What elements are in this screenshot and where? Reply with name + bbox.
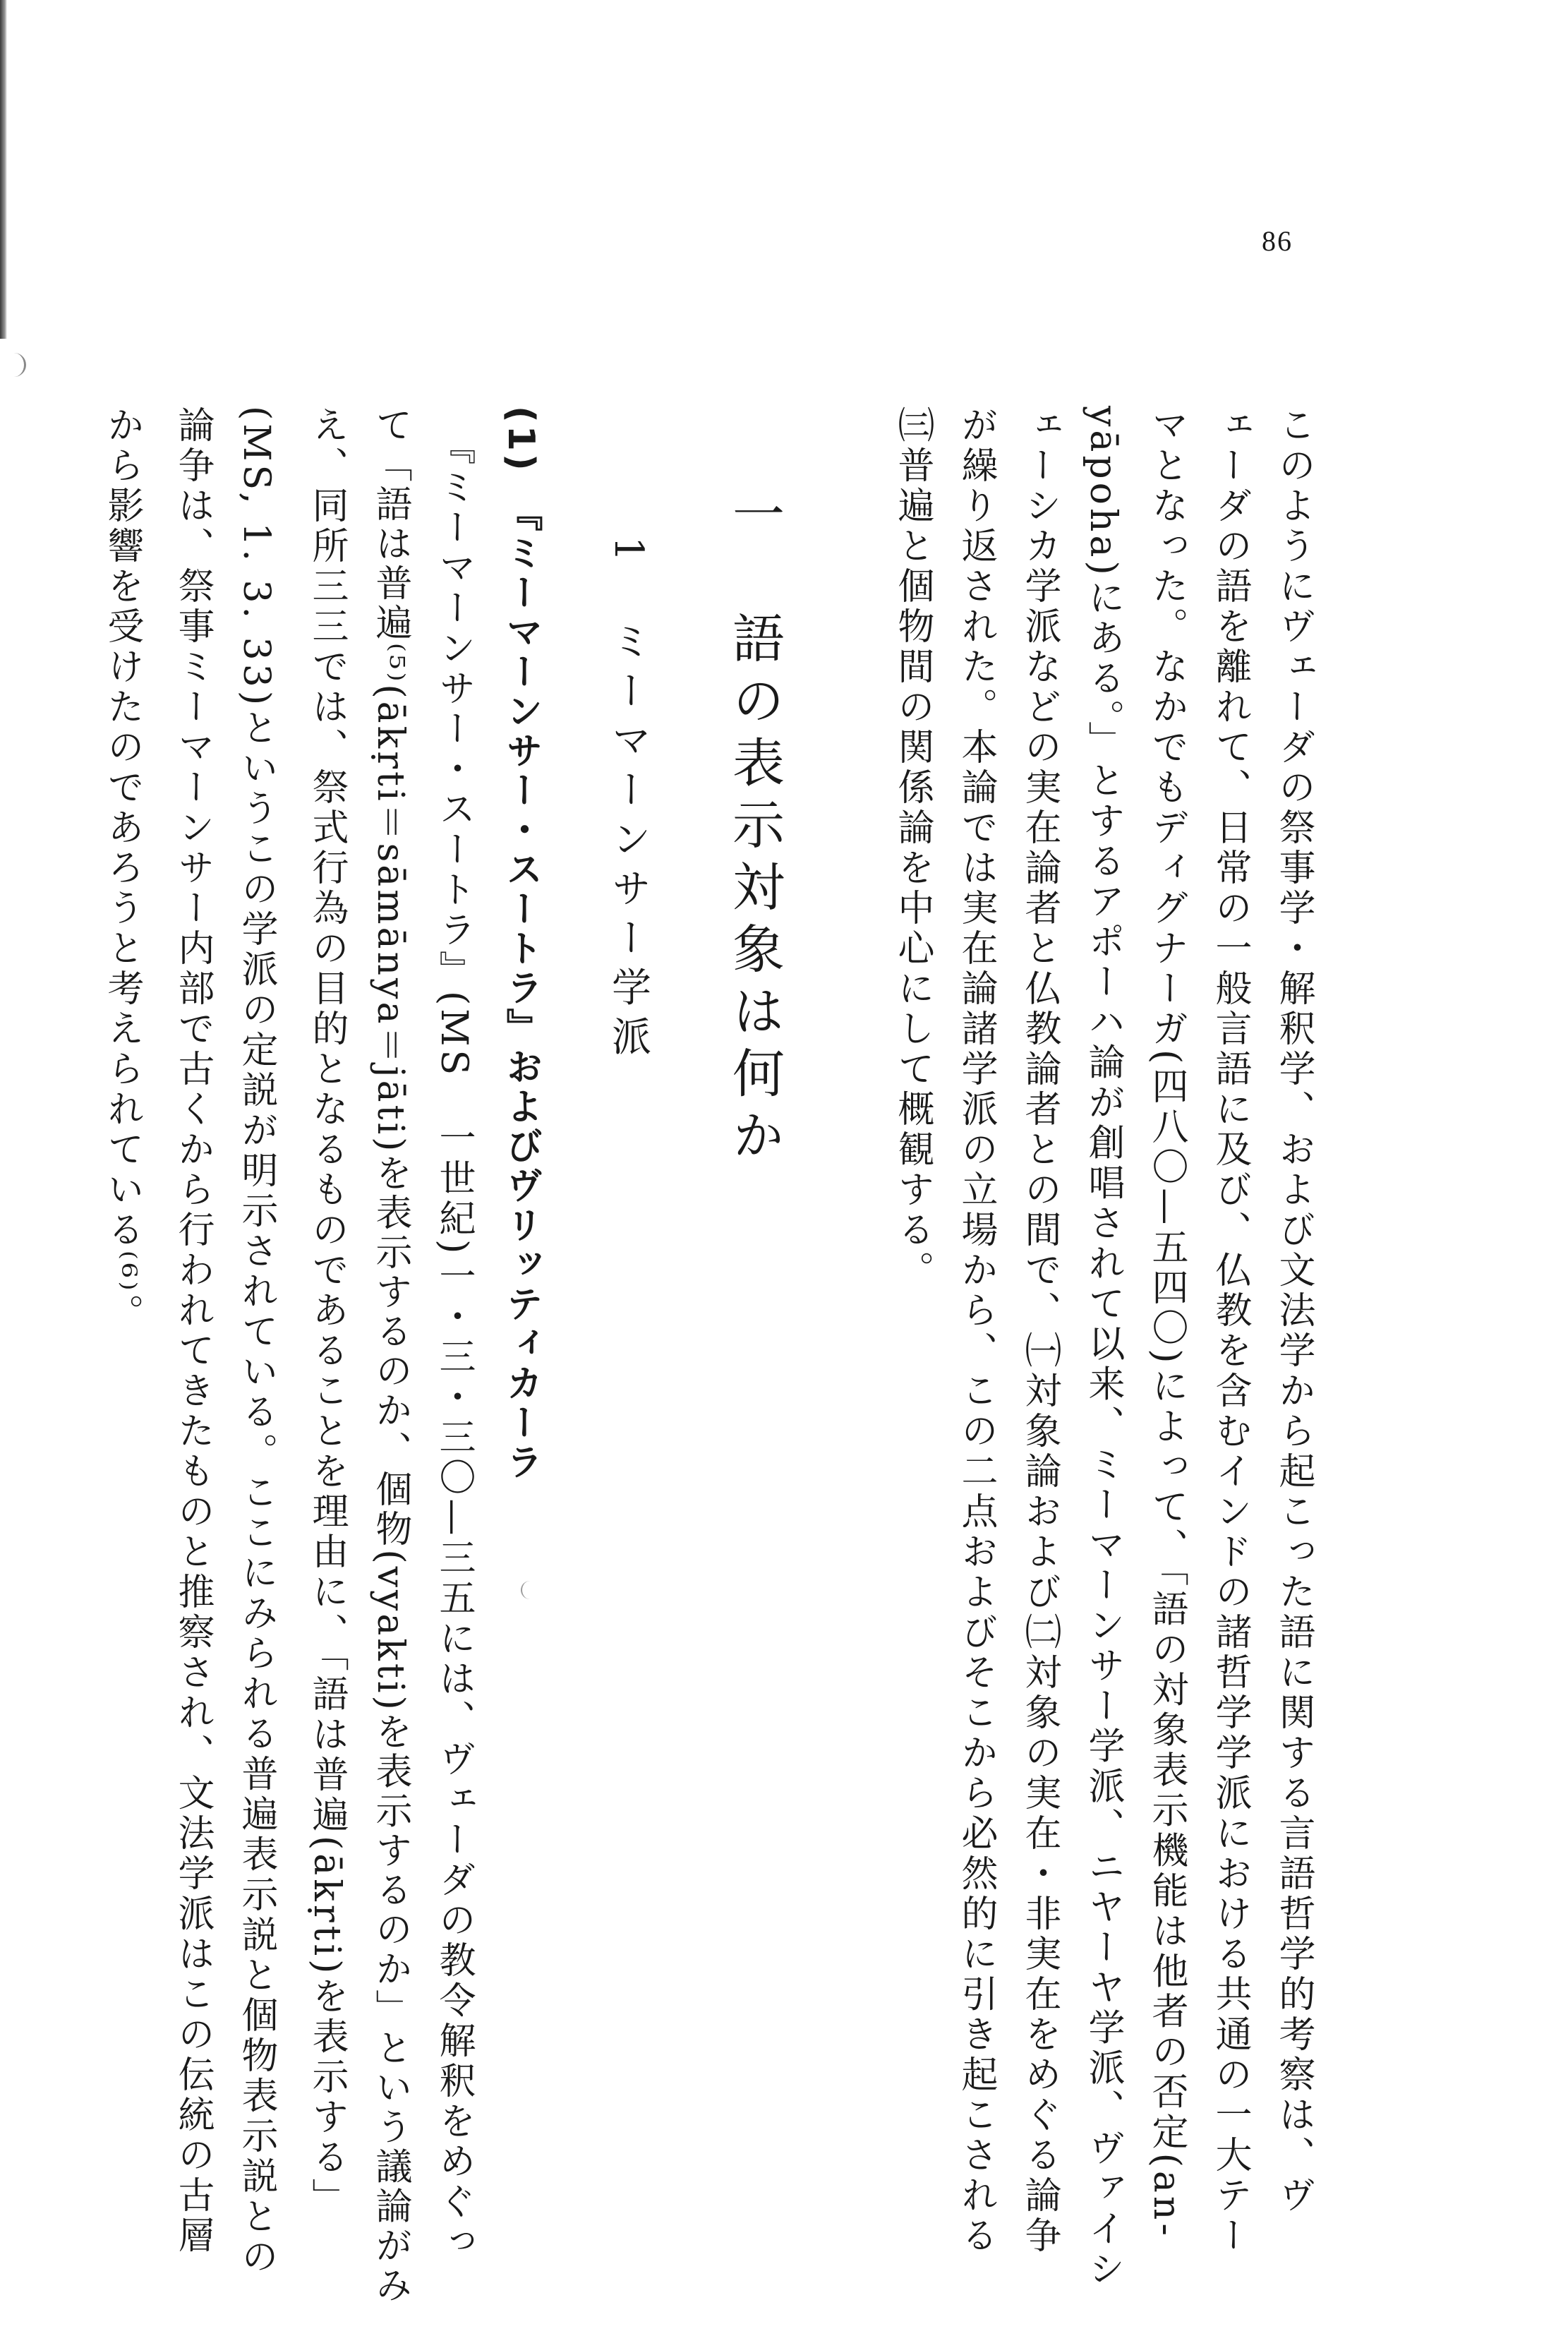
- body-line: (MS, 1. 3. 33)というこの学派の定説が明示されている。ここにみられる普遍表示説と個物表示説との: [235, 406, 277, 2278]
- intro-line: このようにヴェーダの祭事学・解釈学、および文法学から起こった語に関する言語哲学的考察は、ヴ: [1272, 406, 1315, 2216]
- binding-mark: [8, 353, 26, 377]
- intro-line: yāpoha)にある。」とするアポーハ論が創唱されて以来、ミーマーンサー学派、ニヤーヤ学派、ヴァイシ: [1082, 406, 1124, 2290]
- intro-line: マとなった。なかでもディグナーガ(四八〇—五四〇)によって、「語の対象表示機能は他者の否定(an-: [1145, 406, 1188, 2239]
- paragraph-heading: (1) 『ミーマーンサー・スートラ』およびヴリッティカーラ: [500, 406, 542, 1483]
- section-heading: 一 語の表示対象は何か: [724, 487, 785, 1170]
- body-line: 論争は、祭事ミーマーンサー内部で古くから行われてきたものと推察され、文法学派はこの伝統の古層: [171, 406, 214, 2256]
- intro-line: ㈢普遍と個物間の関係論を中心にして概観する。: [891, 406, 934, 1291]
- subsection-heading: 1 ミーマーンサー学派: [605, 536, 651, 1066]
- intro-line: ェーシカ学派などの実在論者と仏教論者との間で、㈠対象論および㈡対象の実在・非実在をめぐる論争: [1018, 406, 1061, 2256]
- page-number: 86: [1262, 225, 1293, 257]
- stray-mark: [521, 1581, 535, 1599]
- body-line: て「語は普遍⁽⁵⁾(ākṛti＝sāmānya＝jāti)を表示するのか、個物(vyakti)を表示するのか」という議論がみ: [369, 406, 411, 2306]
- body-line: 『ミーマーンサー・スートラ』(MS 一世紀)一・三・三〇—三五には、ヴェーダの教令解釈をめぐっ: [433, 406, 475, 2263]
- intro-line: が繰り返された。本論では実在論諸学派の立場から、この二点およびそこから必然的に引き起こされる: [955, 406, 997, 2256]
- binding-shadow: [0, 0, 7, 339]
- body-line: え、同所三三では、祭式行為の目的となるものであることを理由に、「語は普遍(ākṛti)を表示する」: [306, 406, 348, 2219]
- intro-line: ェーダの語を離れて、日常の一般言語に及び、仏教を含むインドの諸哲学学派における共通の一大テー: [1209, 406, 1251, 2256]
- body-line: から影響を受けたのであろうと考えられている⁽⁶⁾。: [101, 406, 143, 1335]
